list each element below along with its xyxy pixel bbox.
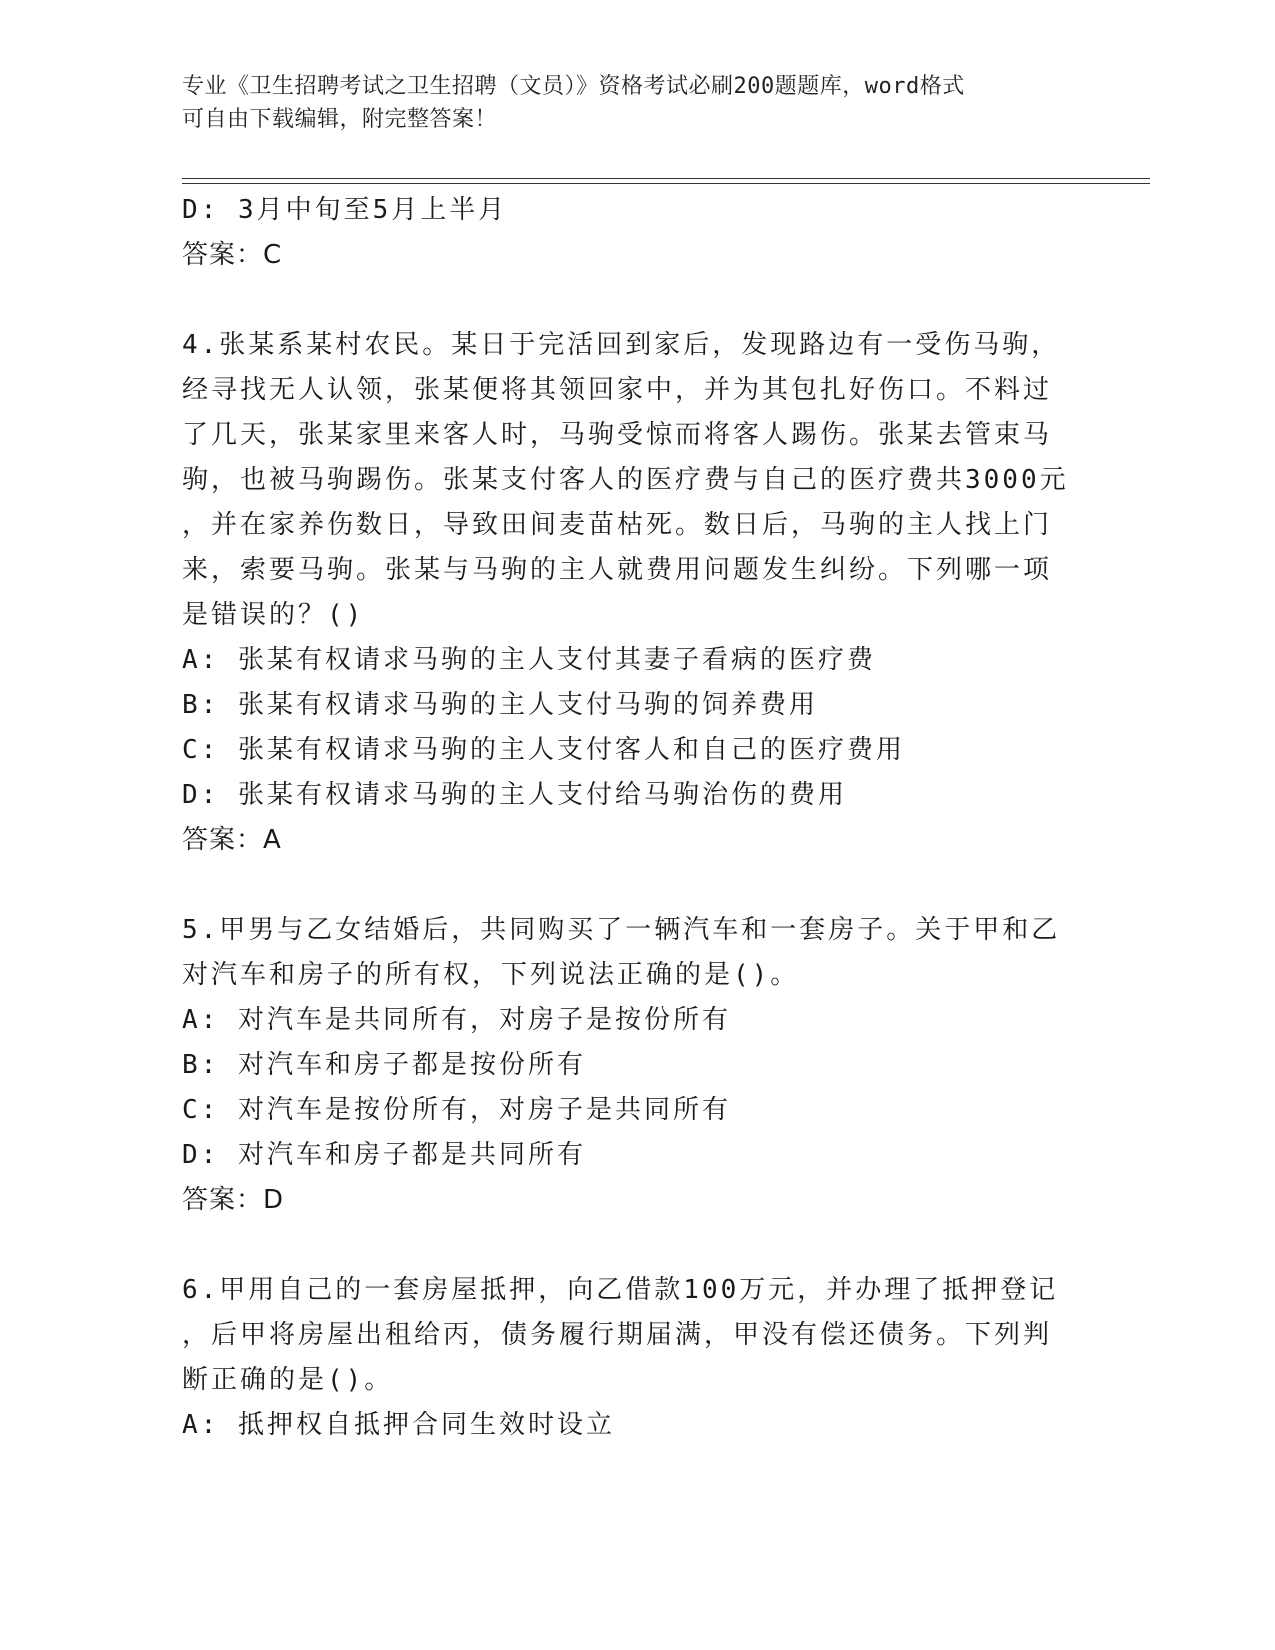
- prev-option-d: D: 3月中旬至5月上半月: [182, 195, 508, 225]
- q6-stem-line: 断正确的是()。: [182, 1365, 394, 1395]
- q4-stem-line: 4.张某系某村农民。某日于完活回到家后，发现路边有一受伤马驹，: [182, 330, 1061, 360]
- q6-stem-line: 6.甲用自己的一套房屋抵押，向乙借款100万元，并办理了抵押登记: [182, 1275, 1059, 1305]
- header-line-2: 可自由下载编辑，附完整答案！: [182, 107, 498, 132]
- q4-stem-line: 了几天，张某家里来客人时，马驹受惊而将客人踢伤。张某去管束马: [182, 420, 1053, 450]
- q5-option-b: B: 对汽车和房子都是按份所有: [182, 1050, 586, 1080]
- page-header: [182, 70, 1082, 136]
- q5-stem-line: 对汽车和房子的所有权，下列说法正确的是()。: [182, 960, 800, 990]
- question-6-stem: [182, 1268, 1082, 1403]
- q5-option-c: C: 对汽车是按份所有，对房子是共同所有: [182, 1095, 731, 1125]
- q4-option-c: C: 张某有权请求马驹的主人支付客人和自己的医疗费用: [182, 735, 905, 765]
- q4-option-d: D: 张某有权请求马驹的主人支付给马驹治伤的费用: [182, 780, 847, 810]
- spacer: [182, 1223, 1082, 1268]
- question-4-stem: [182, 323, 1082, 638]
- q4-stem-line: 来，索要马驹。张某与马驹的主人就费用问题发生纠纷。下列哪一项: [182, 555, 1053, 585]
- q4-stem-line: 经寻找无人认领，张某便将其领回家中，并为其包扎好伤口。不料过: [182, 375, 1053, 405]
- q4-stem-line: ，并在家养伤数日，导致田间麦苗枯死。数日后，马驹的主人找上门: [182, 510, 1053, 540]
- q4-stem-line: 驹，也被马驹踢伤。张某支付客人的医疗费与自己的医疗费共3000元: [182, 465, 1069, 495]
- q4-stem-line: 是错误的？(): [182, 600, 365, 630]
- q4-answer: 答案：A: [182, 825, 282, 855]
- header-divider: [182, 178, 1150, 184]
- q5-option-d: D: 对汽车和房子都是共同所有: [182, 1140, 586, 1170]
- q6-option-a: A: 抵押权自抵押合同生效时设立: [182, 1410, 615, 1440]
- spacer: [182, 278, 1082, 323]
- q5-answer: 答案：D: [182, 1185, 285, 1215]
- q5-option-a: A: 对汽车是共同所有，对房子是按份所有: [182, 1005, 731, 1035]
- prev-answer: 答案：C: [182, 240, 283, 270]
- q4-option-b: B: 张某有权请求马驹的主人支付马驹的饲养费用: [182, 690, 818, 720]
- q5-stem-line: 5.甲男与乙女结婚后，共同购买了一辆汽车和一套房子。关于甲和乙: [182, 915, 1061, 945]
- q4-option-a: A: 张某有权请求马驹的主人支付其妻子看病的医疗费: [182, 645, 876, 675]
- question-5-stem: [182, 908, 1082, 998]
- q6-stem-line: ，后甲将房屋出租给丙，债务履行期届满，甲没有偿还债务。下列判: [182, 1320, 1053, 1350]
- spacer: [182, 863, 1082, 908]
- document-body: [182, 188, 1082, 1448]
- header-line-1: 专业《卫生招聘考试之卫生招聘（文员）》资格考试必刷200题题库，word格式: [182, 74, 965, 99]
